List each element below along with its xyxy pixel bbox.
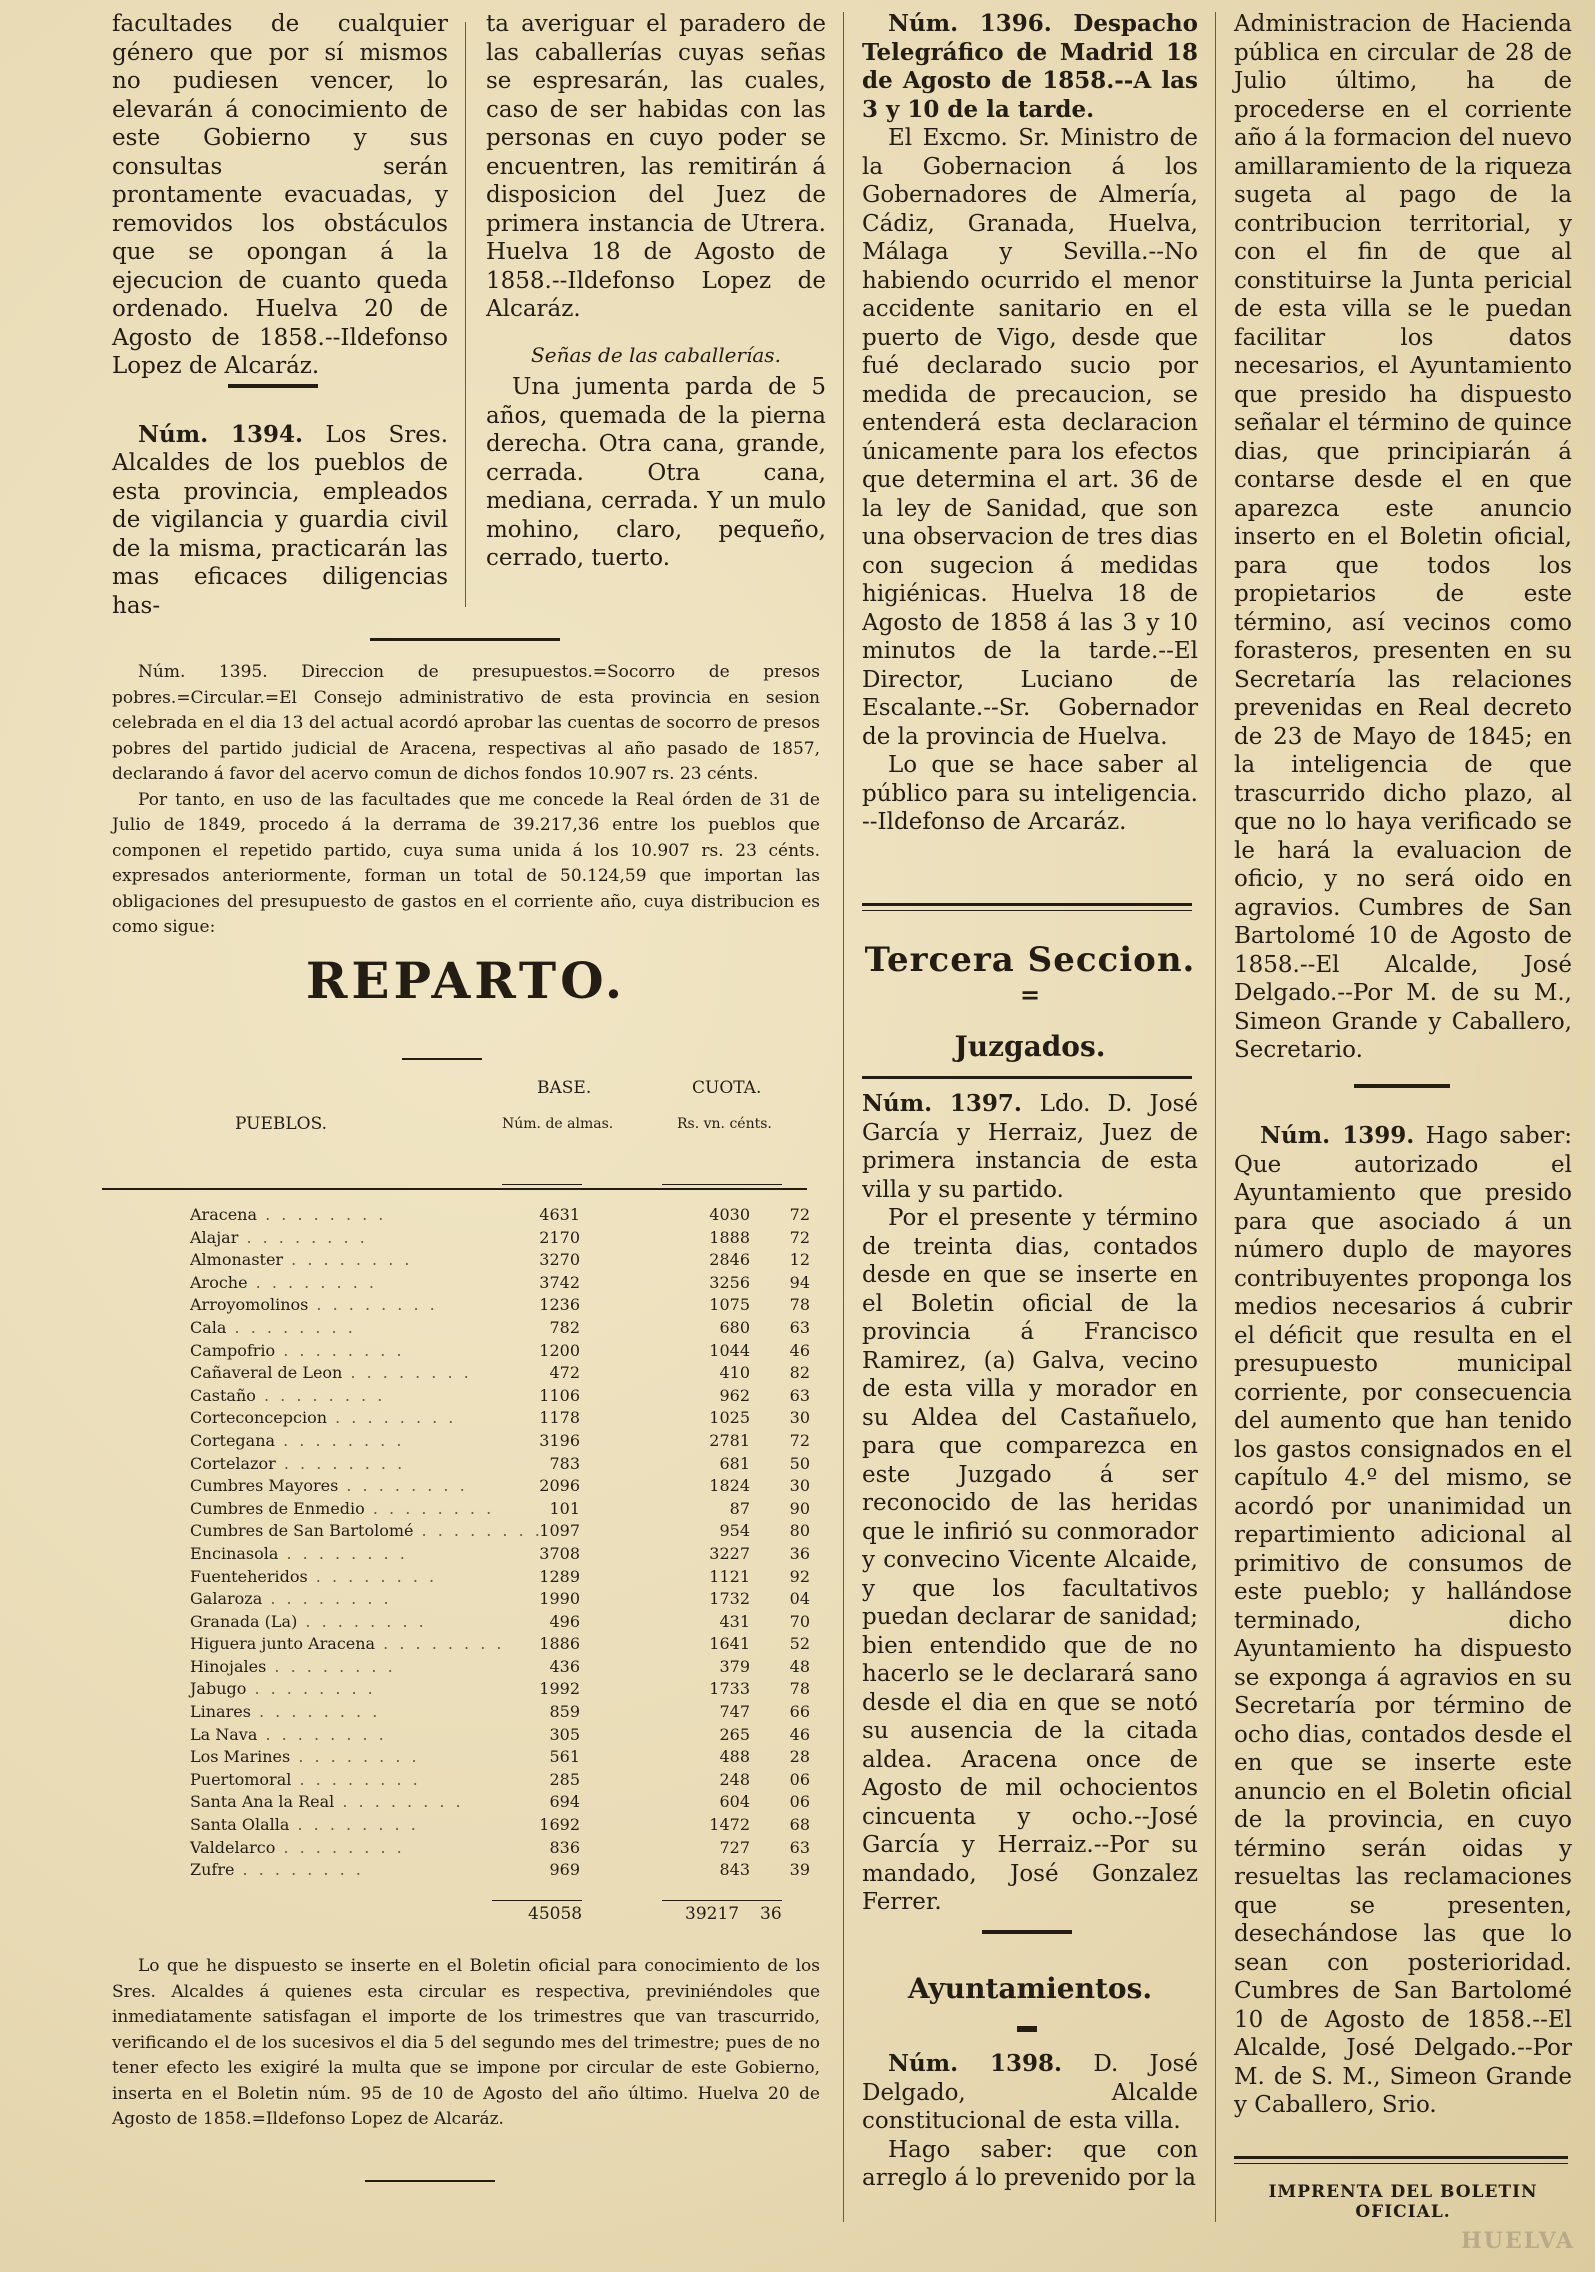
- table-row: [190, 1385, 810, 1408]
- cts-value: 72: [789, 1227, 810, 1247]
- divider: [862, 1076, 1192, 1079]
- total-cts: 36: [760, 1904, 782, 1924]
- reparto-table: [190, 1204, 810, 1882]
- cts-value: 70: [789, 1611, 810, 1631]
- rs-value: 1641: [709, 1634, 750, 1654]
- cts-value: 78: [789, 1679, 810, 1699]
- pueblo-name: Jabugo . . . . . . . .: [190, 1679, 376, 1699]
- pueblo-name: Galaroza . . . . . . . .: [190, 1589, 392, 1609]
- ayuntamientos-title: Ayuntamientos.: [907, 1972, 1153, 2005]
- table-row: [190, 1204, 810, 1227]
- sub-base: Núm. de almas.: [502, 1116, 614, 1132]
- rs-value: 1075: [709, 1295, 750, 1315]
- pueblo-name: Aroche . . . . . . . .: [190, 1272, 377, 1292]
- table-rule: [502, 1184, 582, 1185]
- notice-number: Núm. 1398.: [888, 2050, 1063, 2077]
- divider: [365, 2180, 495, 2182]
- pueblo-name: Campofrio . . . . . . . .: [190, 1340, 405, 1360]
- section-rule: [862, 903, 1192, 906]
- table-row: [190, 1566, 810, 1589]
- pueblo-name: Cortelazor . . . . . . . .: [190, 1453, 406, 1473]
- pueblo-name: Arroyomolinos . . . . . . . .: [190, 1295, 438, 1315]
- almas-value: 1992: [539, 1679, 580, 1699]
- notice-number: Núm. 1397.: [862, 1090, 1022, 1117]
- pueblo-name: Higuera junto Aracena . . . . . . . .: [190, 1634, 505, 1654]
- almas-value: 3708: [539, 1543, 580, 1563]
- tercera-seccion-title: Tercera Seccion.: [864, 940, 1196, 980]
- almas-value: 1692: [539, 1815, 580, 1835]
- pueblo-name: Corteconcepcion . . . . . . . .: [190, 1408, 457, 1428]
- pueblo-name: Cañaveral de Leon . . . . . . . .: [190, 1363, 472, 1383]
- column-1a: [112, 10, 449, 619]
- pueblo-name: Santa Olalla . . . . . . . .: [190, 1815, 419, 1835]
- cts-value: 30: [789, 1476, 810, 1496]
- almas-value: 2096: [539, 1476, 580, 1496]
- n1399-text: Hago saber: Que autorizado el Ayuntamiento que presido para que asociado á un número duplo de mayores contribuyentes proponga los medios necesarios á cubrir el déficit que resulta en el presupuesto municipal corriente, por consecuencia del aumento que han tenido los gastos consignados en el capítulo 4.º del mismo, se acordó por unanimidad un repartimiento adicional al primitivo de consumos de este pueblo; y hallándose terminado, dicho Ayuntamiento ha dispuesto se exponga á agravios en su Secretaría por término de ocho dias, contados desde el en que se inserte este anuncio en el Boletin oficial de la provincia, en cuyo término serán oidas y resueltas las reclamaciones que se presenten, desechándose las que lo sean con posterioridad. Cumbres de San Bartolomé 10 de Agosto de 1858.--El Alcalde, José Delgado.--Por M. de S. M., Simeon Grande y Caballero, Srio.: [1234, 1123, 1573, 2118]
- cts-value: 28: [789, 1747, 810, 1767]
- rs-value: 962: [719, 1385, 750, 1405]
- table-row: [190, 1791, 810, 1814]
- cts-value: 63: [789, 1837, 810, 1857]
- cts-value: 90: [789, 1498, 810, 1518]
- column-4: [1234, 10, 1572, 2250]
- almas-value: 4631: [539, 1205, 580, 1224]
- pueblo-name: Cumbres de Enmedio . . . . . . . .: [190, 1498, 495, 1518]
- rs-value: 87: [729, 1498, 750, 1518]
- pueblo-name: Valdelarco . . . . . . . .: [190, 1837, 405, 1857]
- table-row: [190, 1272, 810, 1295]
- almas-value: 1106: [539, 1385, 580, 1405]
- pueblo-name: Alajar . . . . . . . .: [190, 1227, 368, 1247]
- rs-value: 3256: [709, 1272, 750, 1292]
- column-3: [862, 10, 1198, 2250]
- total-rs: 39217: [685, 1904, 740, 1924]
- n1395-text1: Núm. 1395. Direccion de presupuestos.=Socorro de presos pobres.=Circular.=El Consejo administrativo de esta provincia en sesion celebrada en el dia 13 del actual acordó aprobar las cuentas de socorro de presos pobres del partido judicial de Aracena, respectivas al año pasado de 1857, declarando á favor del acervo comun de dichos fondos 10.907 rs. 23 cénts.: [112, 662, 821, 784]
- rs-value: 248: [719, 1769, 750, 1789]
- imprenta-footer: IMPRENTA DEL BOLETIN OFICIAL.: [1268, 2182, 1538, 2222]
- juzgados-title: Juzgados.: [954, 1030, 1106, 1063]
- table-row: [190, 1407, 810, 1430]
- n1398-head: D. José Delgado, Alcalde constitucional de esta villa.: [862, 2051, 1198, 2134]
- almas-value: 3742: [539, 1272, 580, 1292]
- pueblo-name: Aracena . . . . . . . .: [190, 1205, 387, 1224]
- almas-value: 783: [549, 1453, 580, 1473]
- section-rule: [862, 910, 1192, 911]
- table-row: [190, 1769, 810, 1792]
- cts-value: 46: [789, 1340, 810, 1360]
- notice-number: Núm. 1399.: [1260, 1122, 1415, 1149]
- continued-text-1b: ta averiguar el paradero de las caballerías cuyas señas se espresarán, las cuales, caso de ser habidas con las personas en cuyo poder se encuentren, las remitirán á disposicion del Juez de primera instancia de Utrera. Huelva 18 de Agosto de 1858.--Ildefonso Lopez de Alcaráz.: [486, 11, 826, 322]
- cts-value: 06: [789, 1792, 810, 1812]
- table-row: [190, 1859, 810, 1882]
- divider: [1354, 1084, 1450, 1088]
- table-row: [190, 1746, 810, 1769]
- almas-value: 1097: [539, 1521, 580, 1541]
- almas-value: 859: [549, 1702, 580, 1722]
- reparto-title: REPARTO.: [305, 950, 627, 1010]
- column-divider: [465, 22, 466, 607]
- table-rule: [102, 1188, 807, 1190]
- almas-value: 1289: [539, 1566, 580, 1586]
- divider: [1234, 2156, 1568, 2159]
- notice-number: Núm. 1394.: [138, 420, 304, 448]
- cts-value: 82: [789, 1363, 810, 1383]
- pueblo-name: La Nava . . . . . . . .: [190, 1724, 387, 1744]
- table-row: [190, 1362, 810, 1385]
- almas-value: 561: [549, 1747, 580, 1767]
- sub-cuota: Rs. vn. cénts.: [677, 1116, 772, 1132]
- cts-value: 92: [789, 1566, 810, 1586]
- table-row: [190, 1453, 810, 1476]
- table-row: [190, 1227, 810, 1250]
- almas-value: 436: [549, 1656, 580, 1676]
- table-row: [190, 1249, 810, 1272]
- pueblo-name: Encinasola . . . . . . . .: [190, 1543, 408, 1563]
- almas-value: 305: [549, 1724, 580, 1744]
- almas-value: 3196: [539, 1430, 580, 1450]
- table-row: [190, 1340, 810, 1363]
- cts-value: 46: [789, 1724, 810, 1744]
- almas-value: 1990: [539, 1589, 580, 1609]
- rs-value: 1044: [709, 1340, 750, 1360]
- table-row: [190, 1656, 810, 1679]
- pueblo-name: Castaño . . . . . . . .: [190, 1385, 386, 1405]
- pueblo-name: Granada (La) . . . . . . . .: [190, 1611, 427, 1631]
- cts-value: 52: [789, 1634, 810, 1654]
- n1396-end: Lo que se hace saber al público para su inteligencia. --Ildefonso de Arcaráz.: [862, 752, 1198, 835]
- cts-value: 12: [789, 1250, 810, 1270]
- column-1b: [486, 10, 826, 610]
- table-row: [190, 1611, 810, 1634]
- cts-value: 68: [789, 1815, 810, 1835]
- almas-value: 782: [549, 1317, 580, 1337]
- rs-value: 1732: [709, 1589, 750, 1609]
- cts-value: 63: [789, 1317, 810, 1337]
- table-row: [190, 1317, 810, 1340]
- almas-value: 496: [549, 1611, 580, 1631]
- cts-value: 36: [789, 1543, 810, 1563]
- notice-number: Núm. 1395.: [138, 662, 268, 682]
- rs-value: 954: [719, 1521, 750, 1541]
- almas-value: 969: [549, 1860, 580, 1880]
- table-row: [190, 1814, 810, 1837]
- pueblo-name: Cala . . . . . . . .: [190, 1317, 356, 1337]
- rs-value: 604: [719, 1792, 750, 1812]
- almas-value: 1200: [539, 1340, 580, 1360]
- totals-rule: [662, 1900, 782, 1901]
- almas-value: 694: [549, 1792, 580, 1812]
- col-base: BASE.: [537, 1078, 592, 1098]
- divider: [1234, 2163, 1568, 2164]
- table-row: [190, 1588, 810, 1611]
- senas-text: Una jumenta parda de 5 años, quemada de la pierna derecha. Otra cana, grande, cerrada. Otra cana, mediana, cerrada. Y un mulo mohino, claro, pequeño, cerrado, tuerto.: [486, 374, 826, 571]
- divider: [982, 1930, 1072, 1934]
- n1397-head: Ldo. D. José García y Herraiz, Juez de primera instancia de esta villa y su partido.: [862, 1091, 1198, 1203]
- almas-value: 1886: [539, 1634, 580, 1654]
- divider: [402, 1058, 482, 1060]
- almas-value: 836: [549, 1837, 580, 1857]
- pueblo-name: Almonaster . . . . . . . .: [190, 1250, 413, 1270]
- rs-value: 1472: [709, 1815, 750, 1835]
- almas-value: 3270: [539, 1250, 580, 1270]
- watermark-stamp: HUELVA: [1460, 2228, 1575, 2254]
- n1395-text2: Por tanto, en uso de las facultades que me concede la Real órden de 31 de Julio de 1849, procedo á la derrama de 39.217,36 entre los pueblos que componen el repetido partido, cuya suma unida á los 10.907 rs. 23 cénts. expresados anteriormente, forman un total de 50.124,59 que importan las obligaciones del presupuesto de gastos en el corriente año, cuya distribucion es como sigue:: [112, 789, 820, 937]
- almas-value: 472: [549, 1363, 580, 1383]
- table-row: [190, 1837, 810, 1860]
- col-pueblos: PUEBLOS.: [235, 1114, 328, 1134]
- rs-value: 1025: [709, 1408, 750, 1428]
- n1397-text: Por el presente y término de treinta dias, contados desde en que se inserte en el Boletin oficial de la provincia á Francisco Ramirez, (a) Galva, vecino de esta villa y morador en su Aldea del Castañuelo, para que comparezca en este Juzgado á ser reconocido de las heridas que le infirió su conmorador y convecino Vicente Alcaide, y que los facultativos puedan declarar de sanidad; bien entendido que de no hacerlo se le declarará sano desde el dia en que se notó su ausencia de la citada aldea. Aracena once de Agosto de mil ochocientos cincuenta y ocho.--José García y Herraiz.--Por su mandado, José Gonzalez Ferrer.: [862, 1205, 1198, 1915]
- column-divider: [843, 12, 844, 2222]
- cts-value: 94: [789, 1272, 810, 1292]
- notice-1399: [1234, 1122, 1572, 2120]
- senas-title: Señas de las caballerías.: [531, 342, 781, 367]
- rs-value: 680: [719, 1317, 750, 1337]
- rs-value: 747: [719, 1702, 750, 1722]
- rs-value: 1824: [709, 1476, 750, 1496]
- rs-value: 2781: [709, 1430, 750, 1450]
- section-mark: =: [1019, 980, 1041, 1009]
- cts-value: 06: [789, 1769, 810, 1789]
- cts-value: 72: [789, 1430, 810, 1450]
- table-row: [190, 1294, 810, 1317]
- col-cuota: CUOTA.: [692, 1078, 762, 1098]
- n1396-text: El Excmo. Sr. Ministro de la Gobernacion á los Gobernadores de Almería, Cádiz, Granada, Huelva, Málaga y Sevilla.--No habiendo ocurrido el menor accidente sanitario en el puerto de Vigo, desde que fué declarado sucio por medida de precaucion, se entenderá esta declaracion únicamente para los efectos que determina el art. 36 de la ley de Sanidad, que son una observacion de tres dias con sugecion á medidas higiénicas. Huelva 18 de Agosto de 1858 á las 3 y 10 minutos de la tarde.--El Director, Luciano de Escalante.--Sr. Gobernador de la provincia de Huelva.: [862, 125, 1198, 750]
- total-almas: 45058: [528, 1904, 583, 1924]
- pueblo-name: Zufre . . . . . . . .: [190, 1860, 364, 1880]
- rs-value: 4030: [709, 1205, 750, 1224]
- cts-value: 50: [789, 1453, 810, 1473]
- rs-value: 488: [719, 1747, 750, 1767]
- divider: [228, 384, 318, 388]
- col4-text1: Administracion de Hacienda pública en circular de 28 de Julio último, ha de procederse en el corriente año á la formacion del nuevo amillaramiento de la riqueza sugeta al pago de la contribucion territorial, y con el fin de que al constituirse la Junta pericial de esta villa se le puedan facilitar los datos necesarios, el Ayuntamiento que presido ha dispuesto señalar el término de quince dias, que principiarán á contarse desde el en que aparezca este anuncio inserto en el Boletin oficial, para que todos los propietarios de este término, así vecinos como forasteros, presenten en su Secretaría las relaciones prevenidas en Real decreto de 23 de Mayo de 1845; en la inteligencia de que trascurrido dicho plazo, al que no lo haya verificado se le hará la evaluacion de oficio, y no será oido en agravios. Cumbres de San Bartolomé 10 de Agosto de 1858.--El Alcalde, José Delgado.--Por M. de su M., Simeon Grande y Caballero, Secretario.: [1234, 11, 1572, 1063]
- rs-value: 410: [719, 1363, 750, 1383]
- table-row: [190, 1430, 810, 1453]
- n1395-text3: Lo que he dispuesto se inserte en el Boletin oficial para conocimiento de los Sres. Alcaldes á quienes esta circular es respectiva, previniéndoles que inmediatamente satisfagan el importe de los trimestres que van trascurrido, verificando el de los sucesivos el dia 5 del segundo mes del trimestre; pues de no tener efecto les exigiré la multa que se impone por circular de este Gobierno, inserta en el Boletin núm. 95 de 10 de Agosto del año último. Huelva 20 de Agosto de 1858.=Ildefonso Lopez de Alcaráz.: [112, 1956, 820, 2129]
- divider: [370, 638, 560, 641]
- pueblo-name: Linares . . . . . . . .: [190, 1702, 381, 1722]
- totals-rule: [492, 1900, 582, 1901]
- almas-value: 1178: [539, 1408, 580, 1428]
- table-row: [190, 1678, 810, 1701]
- pueblo-name: Cumbres Mayores . . . . . . . .: [190, 1476, 468, 1496]
- notice-1397: [862, 1090, 1198, 1917]
- cts-value: 30: [789, 1408, 810, 1428]
- table-row: [190, 1633, 810, 1656]
- rs-value: 431: [719, 1611, 750, 1631]
- divider: [1017, 2026, 1037, 2032]
- rs-value: 265: [719, 1724, 750, 1744]
- rs-value: 2846: [709, 1250, 750, 1270]
- pueblo-name: Cumbres de San Bartolomé . . . . . . . .: [190, 1521, 543, 1541]
- almas-value: 285: [549, 1769, 580, 1789]
- pueblo-name: Fuenteheridos . . . . . . . .: [190, 1566, 438, 1586]
- cts-value: 48: [789, 1656, 810, 1676]
- table-row: [190, 1701, 810, 1724]
- pueblo-name: Hinojales . . . . . . . .: [190, 1656, 396, 1676]
- rs-value: 1121: [709, 1566, 750, 1586]
- cts-value: 72: [789, 1205, 810, 1224]
- pueblo-name: Cortegana . . . . . . . .: [190, 1430, 405, 1450]
- cts-value: 78: [789, 1295, 810, 1315]
- pueblo-name: Los Marines . . . . . . . .: [190, 1747, 420, 1767]
- rs-value: 727: [719, 1837, 750, 1857]
- continued-text-1a: facultades de cualquier género que por sí mismos no pudiesen vencer, lo elevarán á conocimiento de este Gobierno y sus consultas serán prontamente evacuadas, y removidos los obstáculos que se opongan á la ejecucion de cuanto queda ordenado. Huelva 20 de Agosto de 1858.--Ildefonso Lopez de Alcaráz.: [112, 11, 448, 379]
- cts-value: 04: [789, 1589, 810, 1609]
- column-divider: [1215, 12, 1216, 2222]
- almas-value: 1236: [539, 1295, 580, 1315]
- pueblo-name: Puertomoral . . . . . . . .: [190, 1769, 421, 1789]
- notice-1398: [862, 2050, 1198, 2193]
- table-rule: [662, 1184, 782, 1185]
- n1398-text: Hago saber: que con arreglo á lo prevenido por la: [862, 2136, 1198, 2191]
- cts-value: 39: [789, 1860, 810, 1880]
- cts-value: 66: [789, 1702, 810, 1722]
- rs-value: 379: [719, 1656, 750, 1676]
- table-row: [190, 1543, 810, 1566]
- table-row: [190, 1475, 810, 1498]
- rs-value: 843: [719, 1860, 750, 1880]
- notice-1395: [112, 660, 820, 2170]
- rs-value: 681: [719, 1453, 750, 1473]
- rs-value: 3227: [709, 1543, 750, 1563]
- almas-value: 2170: [539, 1227, 580, 1247]
- table-row: [190, 1498, 810, 1521]
- cts-value: 80: [789, 1521, 810, 1541]
- notice-text: Los Sres. Alcaldes de los pueblos de esta provincia, empleados de vigilancia y guardia civil de la misma, practicarán las mas eficaces diligencias has-: [112, 421, 449, 619]
- pueblo-name: Santa Ana la Real . . . . . . . .: [190, 1792, 464, 1812]
- cts-value: 63: [789, 1385, 810, 1405]
- table-row: [190, 1724, 810, 1747]
- almas-value: 101: [549, 1498, 580, 1518]
- rs-value: 1888: [709, 1227, 750, 1247]
- table-header: [112, 1078, 820, 1158]
- notice-1394: [112, 421, 448, 621]
- table-row: [190, 1520, 810, 1543]
- rs-value: 1733: [709, 1679, 750, 1699]
- n1396-head: Núm. 1396. Despacho Telegráfico de Madrid 18 de Agosto de 1858.--A las 3 y 10 de la tarde.: [862, 10, 1198, 123]
